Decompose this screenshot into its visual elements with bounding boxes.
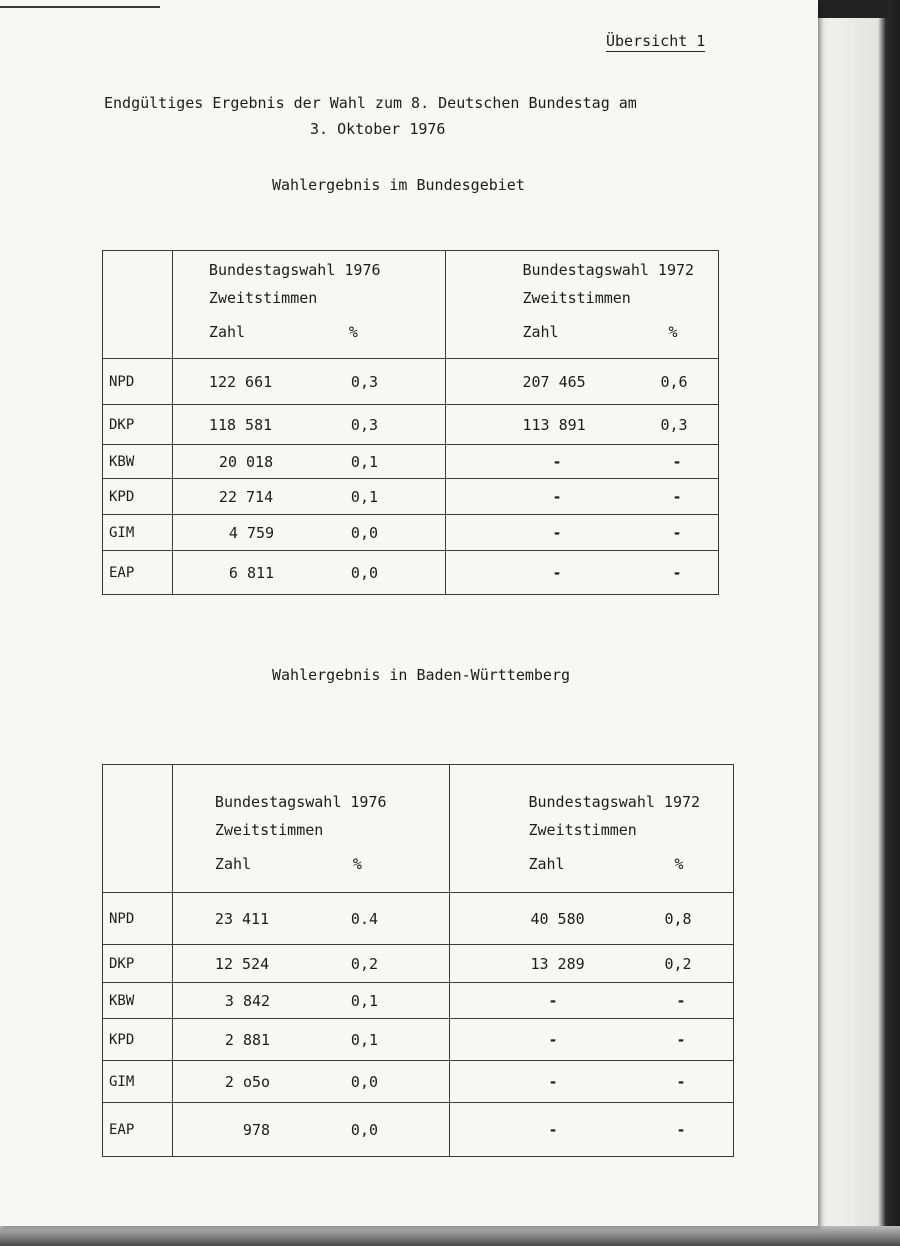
cell-1976 [172,893,450,945]
header-1972-title: Bundestagswahl 1972 [522,261,695,279]
cell-1972 [446,359,719,405]
party-cell: KPD [103,479,173,515]
binder-edge-bottom [0,1226,900,1246]
cell-1972 [446,405,719,445]
header-1976 [172,251,446,359]
table-row [103,1019,734,1061]
party-cell: GIM [103,1061,173,1103]
percent-1976: 0,3 [350,372,379,391]
header-1976-percent: % [352,855,362,873]
zahl-1976: 2 881 [224,1030,271,1049]
zahl-1972: 113 891 [522,415,586,434]
cell-1972 [446,445,719,479]
percent-1976: 0,1 [350,991,379,1010]
zahl-1976: 122 661 [208,372,273,391]
percent-1972: - [672,563,682,582]
section-heading-bundesgebiet: Wahlergebnis im Bundesgebiet [272,176,525,194]
section-heading-baden-wuerttemberg: Wahlergebnis in Baden-Württemberg [272,666,571,684]
page-title-line-1: Endgültiges Ergebnis der Wahl zum 8. Deutschen Bundestag am [104,94,637,112]
percent-1972: - [672,487,682,506]
header-1976 [172,765,450,893]
cell-1972 [450,1061,734,1103]
percent-1972: - [676,1030,686,1049]
percent-1976: 0,0 [350,1072,379,1091]
header-1976-zahl: Zahl [208,323,246,341]
table-row [103,479,719,515]
zahl-1972: - [552,452,562,471]
table-row [103,945,734,983]
header-1972-subtitle: Zweitstimmen [528,821,637,839]
cell-1972 [450,983,734,1019]
percent-1972: 0,6 [660,372,688,391]
percent-1972: - [676,991,686,1010]
percent-1972: - [672,523,682,542]
header-1972-subtitle: Zweitstimmen [522,289,631,307]
zahl-1972: - [548,1120,558,1139]
header-1972-zahl: Zahl [522,323,559,341]
header-1972-percent: % [674,855,684,873]
zahl-1976: 6 811 [228,563,275,582]
table-row [103,1103,734,1157]
header-1976-title: Bundestagswahl 1976 [208,261,381,279]
percent-1972: - [672,452,682,471]
party-cell: EAP [103,1103,173,1157]
percent-1972: - [676,1120,686,1139]
percent-1972: 0,8 [664,909,692,928]
header-1976-zahl: Zahl [214,855,252,873]
table-row [103,893,734,945]
table-row [103,405,719,445]
cell-1976 [172,945,450,983]
header-1976-percent: % [348,323,358,341]
results-table-bundesgebiet [102,250,719,595]
percent-1976: 0,0 [350,523,379,542]
zahl-1976: 23 411 [214,909,270,928]
party-cell: NPD [103,359,173,405]
header-1972-percent: % [668,323,678,341]
scan-top-line [0,6,160,8]
table-header-row [103,251,719,359]
cell-1972 [446,479,719,515]
percent-1976: 0,2 [350,954,379,973]
header-1972 [446,251,719,359]
cell-1972 [450,945,734,983]
header-1972 [450,765,734,893]
cell-1976 [172,983,450,1019]
zahl-1972: 13 289 [530,954,585,973]
page-title-line-2: 3. Oktober 1976 [310,120,446,138]
cell-1976 [172,1061,450,1103]
cell-1976 [172,445,446,479]
cell-1972 [446,551,719,595]
header-1972-title: Bundestagswahl 1972 [528,793,701,811]
percent-1976: 0,0 [350,563,379,582]
table-row [103,515,719,551]
party-cell: KBW [103,445,173,479]
header-1972-zahl: Zahl [528,855,565,873]
party-cell: NPD [103,893,173,945]
percent-1972: 0,2 [664,954,692,973]
percent-1976: 0.4 [350,909,379,928]
page-label: Übersicht 1 [606,32,706,50]
cell-1976 [172,1103,450,1157]
cell-1972 [450,1019,734,1061]
zahl-1976: 20 018 [218,452,274,471]
zahl-1976: 2 o5o [224,1072,271,1091]
party-cell: KPD [103,1019,173,1061]
zahl-1972: - [552,563,562,582]
table-row [103,1061,734,1103]
zahl-1976: 12 524 [214,954,270,973]
zahl-1976: 22 714 [218,487,274,506]
percent-1976: 0,3 [350,415,379,434]
binder-edge-right [818,0,900,1246]
party-cell: KBW [103,983,173,1019]
cell-1976 [172,479,446,515]
zahl-1972: 207 465 [522,372,586,391]
percent-1976: 0,1 [350,487,379,506]
zahl-1972: - [552,487,562,506]
cell-1972 [450,1103,734,1157]
zahl-1972: - [548,1030,558,1049]
percent-1976: 0,1 [350,1030,379,1049]
binder-clip-top [814,0,888,18]
cell-1972 [446,515,719,551]
zahl-1972: - [548,991,558,1010]
header-corner-cell [103,251,173,359]
zahl-1976: 3 842 [224,991,271,1010]
header-corner-cell [103,765,173,893]
cell-1976 [172,405,446,445]
percent-1976: 0,0 [350,1120,379,1139]
table-row [103,983,734,1019]
table-row [103,359,719,405]
zahl-1972: 40 580 [530,909,585,928]
zahl-1976: 978 [242,1120,271,1139]
cell-1976 [172,551,446,595]
percent-1972: - [676,1072,686,1091]
table-header-row [103,765,734,893]
header-1976-subtitle: Zweitstimmen [208,289,318,307]
header-1976-subtitle: Zweitstimmen [214,821,324,839]
party-cell: EAP [103,551,173,595]
zahl-1976: 4 759 [228,523,275,542]
cell-1976 [172,359,446,405]
zahl-1972: - [548,1072,558,1091]
percent-1972: 0,3 [660,415,688,434]
zahl-1972: - [552,523,562,542]
zahl-1976: 118 581 [208,415,273,434]
party-cell: GIM [103,515,173,551]
cell-1976 [172,515,446,551]
party-cell: DKP [103,405,173,445]
table-row [103,445,719,479]
cell-1972 [450,893,734,945]
percent-1976: 0,1 [350,452,379,471]
header-1976-title: Bundestagswahl 1976 [214,793,387,811]
cell-1976 [172,1019,450,1061]
table-row [103,551,719,595]
party-cell: DKP [103,945,173,983]
results-table-baden-wuerttemberg [102,764,734,1157]
